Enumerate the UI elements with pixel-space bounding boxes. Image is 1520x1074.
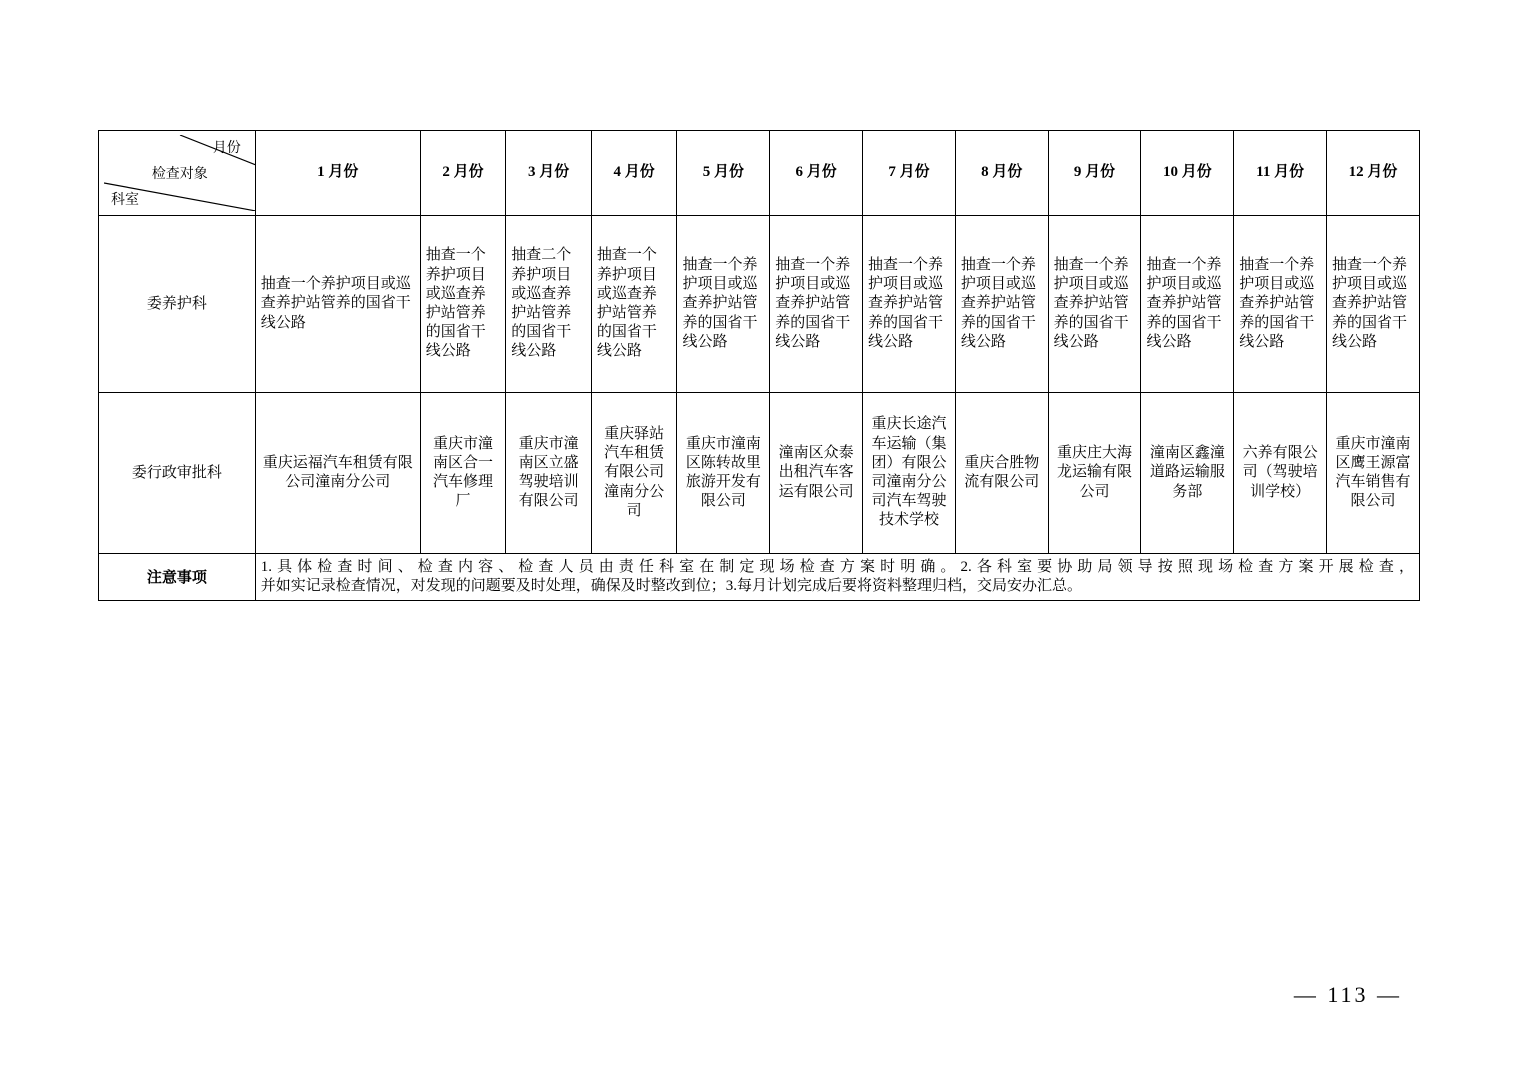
month-header-6: 6 月份 (770, 131, 863, 216)
page-number: — 113 — (1293, 982, 1402, 1007)
notes-row (99, 554, 1420, 601)
cell-admin-12: 重庆市潼南区鹰王源富汽车销售有限公司 (1327, 393, 1420, 554)
cell-admin-10: 潼南区鑫潼道路运输服务部 (1141, 393, 1234, 554)
corner-header-cell (99, 131, 256, 216)
month-header-12: 12 月份 (1327, 131, 1420, 216)
month-header-10: 10 月份 (1141, 131, 1234, 216)
corner-dept-label: 科室 (111, 191, 139, 207)
month-header-11: 11 月份 (1234, 131, 1327, 216)
month-header-9: 9 月份 (1048, 131, 1141, 216)
notes-line-2: 并如实记录检查情况，对发现的问题要及时处理，确保及时整改到位；3.每月计划完成后要将资料整理归档，交局安办汇总。 (260, 578, 1082, 595)
row-label-admin-approval: 委行政审批科 (99, 393, 256, 554)
cell-maintenance-3: 抽查二个养护项目或巡查养护站管养的国省干线公路 (506, 216, 592, 393)
notes-content (255, 554, 1419, 601)
cell-maintenance-8: 抽查一个养护项目或巡查养护站管养的国省干线公路 (955, 216, 1048, 393)
inspection-schedule-table (98, 130, 1420, 601)
cell-maintenance-9: 抽查一个养护项目或巡查养护站管养的国省干线公路 (1048, 216, 1141, 393)
table-row (99, 393, 1420, 554)
corner-month-label: 月份 (212, 139, 241, 155)
cell-maintenance-7: 抽查一个养护项目或巡查养护站管养的国省干线公路 (863, 216, 956, 393)
cell-maintenance-4: 抽查一个养护项目或巡查养护站管养的国省干线公路 (591, 216, 677, 393)
cell-admin-3: 重庆市潼南区立盛驾驶培训有限公司 (506, 393, 592, 554)
cell-maintenance-12: 抽查一个养护项目或巡查养护站管养的国省干线公路 (1327, 216, 1420, 393)
corner-object-label: 检查对象 (151, 165, 208, 181)
notes-line-1: 1.具体检查时间、检查内容、检查人员由责任科室在制定现场检查方案时明确。2.各科室要协助局领导按照现场检查方案开展检查， (260, 559, 1414, 575)
cell-admin-4: 重庆驿站汽车租赁有限公司潼南分公司 (591, 393, 677, 554)
cell-admin-8: 重庆合胜物流有限公司 (955, 393, 1048, 554)
month-header-7: 7 月份 (863, 131, 956, 216)
cell-admin-2: 重庆市潼南区合一汽车修理厂 (420, 393, 506, 554)
cell-admin-6: 潼南区众泰出租汽车客运有限公司 (770, 393, 863, 554)
month-header-3: 3 月份 (506, 131, 592, 216)
month-header-2: 2 月份 (420, 131, 506, 216)
month-header-8: 8 月份 (955, 131, 1048, 216)
month-header-1: 1 月份 (255, 131, 420, 216)
table-header-row (99, 131, 1420, 216)
cell-maintenance-10: 抽查一个养护项目或巡查养护站管养的国省干线公路 (1141, 216, 1234, 393)
month-header-5: 5 月份 (677, 131, 770, 216)
cell-maintenance-6: 抽查一个养护项目或巡查养护站管养的国省干线公路 (770, 216, 863, 393)
row-label-maintenance: 委养护科 (99, 216, 256, 393)
cell-maintenance-2: 抽查一个养护项目或巡查养护站管养的国省干线公路 (420, 216, 506, 393)
notes-label: 注意事项 (99, 554, 256, 601)
table-row (99, 216, 1420, 393)
cell-admin-7: 重庆长途汽车运输（集团）有限公司潼南分公司汽车驾驶技术学校 (863, 393, 956, 554)
cell-admin-1: 重庆运福汽车租赁有限公司潼南分公司 (255, 393, 420, 554)
month-header-4: 4 月份 (591, 131, 677, 216)
cell-maintenance-5: 抽查一个养护项目或巡查养护站管养的国省干线公路 (677, 216, 770, 393)
cell-maintenance-1: 抽查一个养护项目或巡查养护站管养的国省干线公路 (255, 216, 420, 393)
cell-admin-5: 重庆市潼南区陈转故里旅游开发有限公司 (677, 393, 770, 554)
cell-admin-9: 重庆庄大海龙运输有限公司 (1048, 393, 1141, 554)
cell-maintenance-11: 抽查一个养护项目或巡查养护站管养的国省干线公路 (1234, 216, 1327, 393)
cell-admin-11: 六养有限公司（驾驶培训学校） (1234, 393, 1327, 554)
